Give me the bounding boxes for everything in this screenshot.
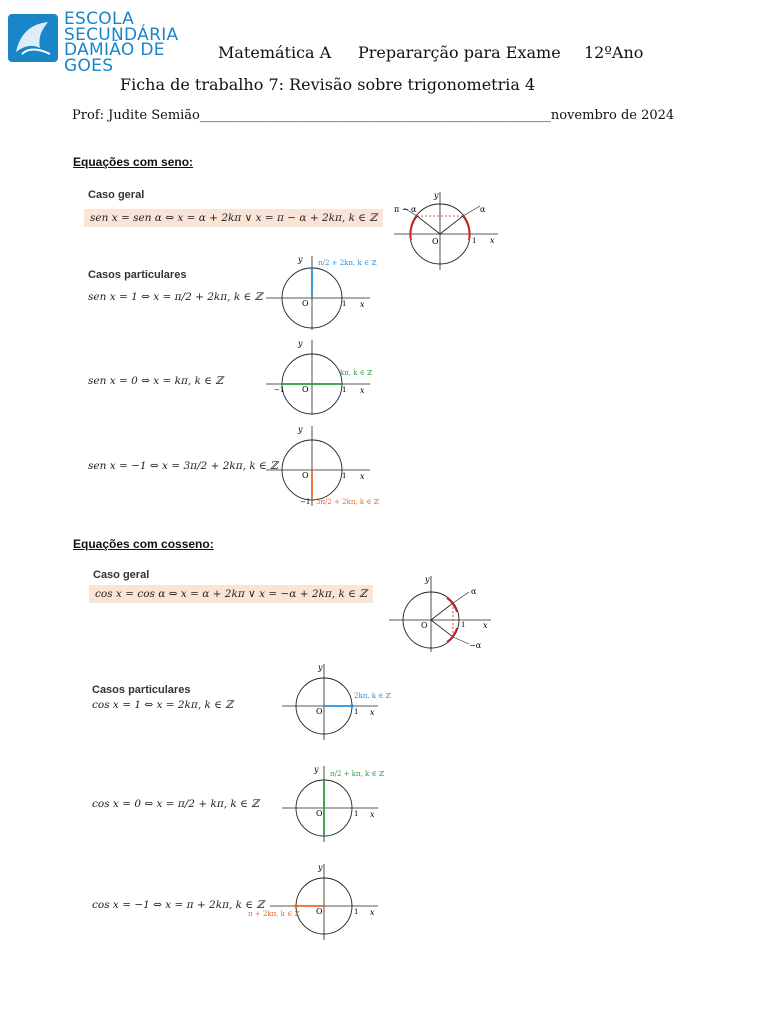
cosine-case-0-note: π/2 + kπ, k ∈ ℤ [330,770,385,778]
svg-text:O: O [302,299,309,308]
svg-text:−1: −1 [300,498,311,506]
cosine-heading: Equações com cosseno: [73,537,214,551]
svg-text:y: y [298,425,303,434]
cosine-case-minus1-circle [246,860,396,942]
svg-text:y: y [318,863,323,872]
sine-case-minus1-circle [262,420,392,512]
sine-general-label: Caso geral [88,189,145,201]
logo-line-2: SECUNDÁRIA [64,24,179,45]
svg-text:y: y [298,255,303,264]
grade: 12ºAno [584,43,644,62]
svg-text:x: x [370,810,375,819]
svg-text:y: y [434,191,439,200]
svg-text:O: O [316,707,323,716]
cosine-general-minus-alpha: −α [469,641,482,650]
cosine-general-label: Caso geral [93,569,150,581]
svg-text:y: y [318,663,323,672]
svg-text:O: O [316,907,323,916]
sine-particular-label: Casos particulares [88,269,187,281]
sine-general-circle [390,188,502,274]
svg-text:x: x [360,472,365,481]
svg-text:−1: −1 [274,386,285,394]
logo-emblem-icon [8,14,58,62]
sine-case-minus1-note: 3π/2 + 2kπ, k ∈ ℤ [316,498,379,506]
cosine-particular-label: Casos particulares [92,684,191,696]
sine-case-1-note: π/2 + 2kπ, k ∈ ℤ [318,259,377,267]
cosine-case-1-circle [278,660,396,742]
svg-text:O: O [432,237,439,246]
sine-general-pi-alpha: π − α [394,205,417,214]
svg-text:O: O [302,385,309,394]
svg-text:O: O [421,621,428,630]
svg-text:O: O [316,809,323,818]
svg-text:1: 1 [354,708,359,716]
svg-text:x: x [483,621,488,630]
sine-case-1-circle [262,250,392,332]
svg-text:O: O [302,471,309,480]
sine-case-0-note: kπ, k ∈ ℤ [340,369,373,377]
svg-text:x: x [360,300,365,309]
cosine-general-formula: cos x = cos α ⇔ x = α + 2kπ ∨ x = −α + 2kπ, k ∈ ℤ [89,585,373,603]
cosine-case-0: cos x = 0 ⇔ x = π/2 + kπ, k ∈ ℤ [92,798,259,810]
subject: Matemática A [218,43,332,62]
sine-heading: Equações com seno: [73,155,194,169]
svg-text:x: x [370,708,375,717]
cosine-case-0-circle [278,762,396,844]
sine-case-0-circle [262,334,392,416]
sine-case-0: sen x = 0 ⇔ x = kπ, k ∈ ℤ [88,375,224,387]
cosine-case-minus1: cos x = −1 ⇔ x = π + 2kπ, k ∈ ℤ [92,899,265,911]
school-logo [8,9,208,76]
svg-text:x: x [490,236,495,245]
svg-text:1: 1 [342,300,347,308]
svg-text:1: 1 [354,908,359,916]
svg-text:1: 1 [461,621,466,629]
svg-text:y: y [314,765,319,774]
logo-line-1: ESCOLA [64,9,135,29]
svg-text:x: x [370,908,375,917]
cosine-general-alpha: α [471,587,477,596]
sine-general-formula: sen x = sen α ⇔ x = α + 2kπ ∨ x = π − α + 2kπ, k ∈ ℤ [84,209,383,227]
svg-text:1: 1 [354,810,359,818]
svg-text:1: 1 [472,237,477,245]
cosine-case-1: cos x = 1 ⇔ x = 2kπ, k ∈ ℤ [92,699,233,711]
sine-general-alpha: α [480,205,486,214]
cosine-case-1-note: 2kπ, k ∈ ℤ [354,692,391,700]
purpose: Prepararção para Exame [358,43,561,62]
logo-line-3: DAMIÃO DE GOES [64,40,165,76]
svg-text:x: x [360,386,365,395]
cosine-case-minus1-note: π + 2kπ, k ∈ ℤ [248,910,300,918]
svg-text:1: 1 [342,472,347,480]
sine-case-minus1: sen x = −1 ⇔ x = 3π/2 + 2kπ, k ∈ ℤ [88,460,278,472]
svg-text:1: 1 [342,386,347,394]
cosine-general-circle [385,572,495,654]
worksheet-title: Ficha de trabalho 7: Revisão sobre trigonometria 4 [120,75,536,94]
svg-text:y: y [425,575,430,584]
svg-text:y: y [298,339,303,348]
teacher-line: Prof: Judite Semião______________________________________________________novembro de 2024 [72,108,675,123]
sine-case-1: sen x = 1 ⇔ x = π/2 + 2kπ, k ∈ ℤ [88,291,263,303]
